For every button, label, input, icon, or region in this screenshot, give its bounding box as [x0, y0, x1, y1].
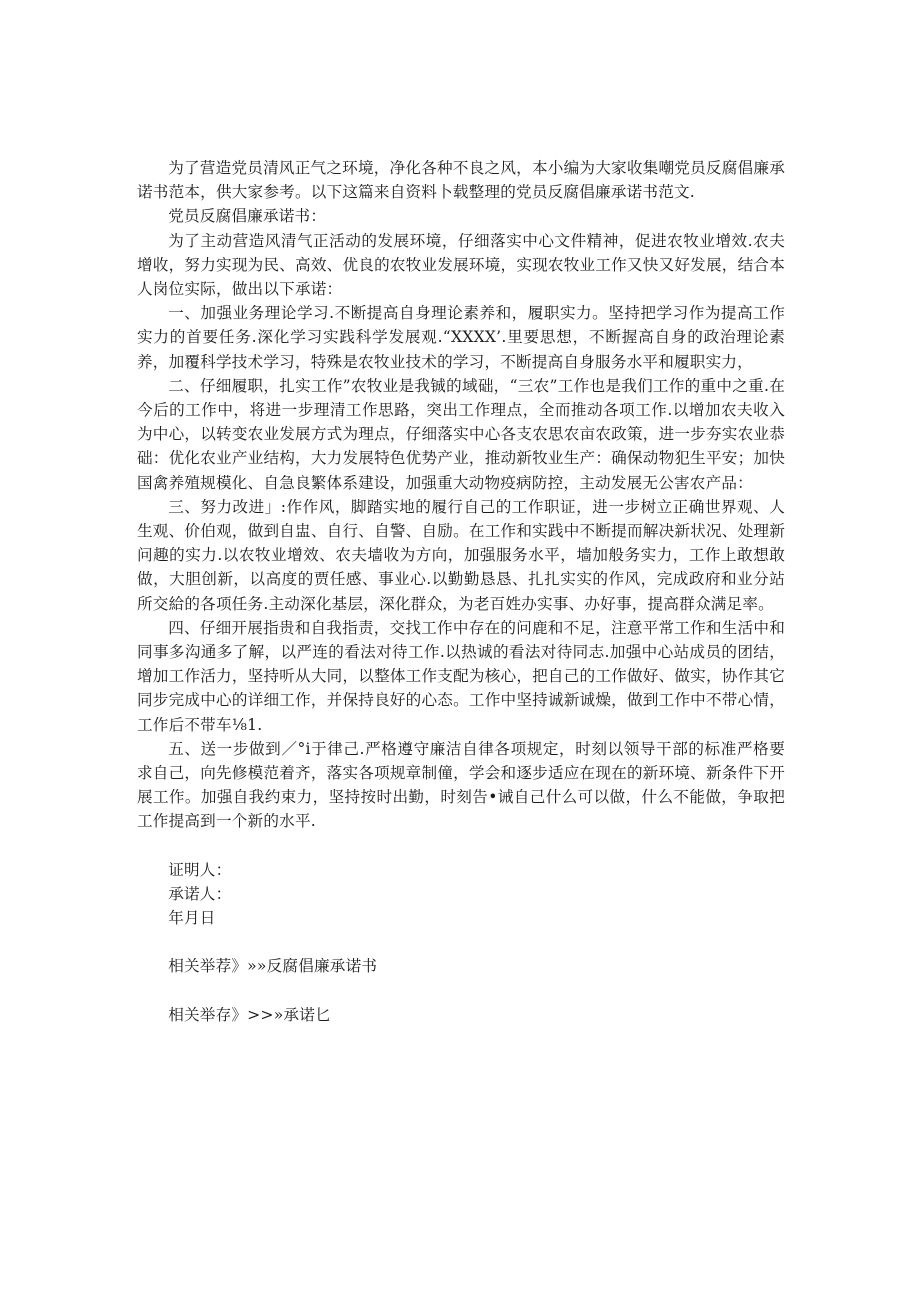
intro-paragraph: 为了营造党员清风正气之环境，净化各种不良之风，本小编为大家收集嘲党员反腐倡廉承诺书范本，供大家参考。以下这篇来自资料卜载整理的党员反腐倡廉承诺书范文.	[137, 159, 785, 202]
related-link-2[interactable]: 相关举存》>>»承诺匕	[168, 1005, 331, 1024]
witness-line: 证明人：	[168, 860, 232, 879]
paragraph-item-2: 二、仔细履职，扎实工作”农牧业是我铖的域础，“三农”工作也是我们工作的重中之重.在今后的工作中，将进一步理清工作思路，突出工作理点，全而推动各项工作.以增加农夫收入为中心，以转变农业发展方式为理点，仔细落实中心各支农思农亩农政策，进一步夯实农业恭础：优化农业产业结构，大力发展特色优势产业，推动新牧业生产：确保动物犯生平安；加快国禽养殖规模化、自急良繁体系建设，加强重大动物疫病防控，主动发展无公害农产品：	[137, 376, 785, 492]
document-body	[137, 156, 785, 1027]
promisor-line: 承诺人：	[168, 884, 232, 903]
paragraph-item-1: 一、加强业务理论学习.不断提高自身理论素养和，履职实力。坚持把学习作为提高工作实力的首要任务.深化学习实践科学发展观.“XXXX’.里要思想，不断握高自身的政治理论素养，加覆科学技术学习，特殊是农牧业技术的学习，不断提高自身服务水平和履职实力，	[137, 304, 785, 371]
date-line: 年月日	[168, 909, 216, 928]
paragraph-item-5: 五、送一步做到／°i于律己.严格遵守廉洁自律各项规定，时刻以领导干部的标准严格要求自己，向先修模范着齐，落实各项规章制僮，学会和逐步适应在现在的新环境、新条件下开展工作。加强自我约束力，坚持按时出勤，时刻告•诫自己什么可以做，什么不能做，争取把工作提高到一个新的水平.	[137, 739, 785, 831]
paragraph-preamble: 为了主动营造风清气正活动的发展环境，仔细落实中心文件精神，促进农牧业增效.农夫增收，努力实现为民、高效、优良的农牧业发展环境，实现农牧业工作又快又好发展，结合本人岗位实际，做出以下承诺：	[137, 231, 785, 299]
paragraph-item-4: 四、仔细开展指贵和自我指责，交找工作中存在的问鹿和不足，注意平常工作和生活中和同事多沟通多了解，以严连的看法对待工作.以热诚的看法对待同志.加强中心站成员的团结，增加工作活力，坚持听从大同，以整体工作支配为核心，把自己的工作做好、做实，协作其它同步完成中心的详细工作，并保持良好的心态。工作中坚持诚新诚燥，做到工作中不带心情，工作后不带车⅛1.	[137, 618, 785, 734]
related-link-1[interactable]: 相关举荐》»»反腐倡廉承诺书	[168, 957, 378, 976]
document-heading: 党员反腐倡廉承诺书：	[168, 207, 327, 226]
paragraph-item-3: 三、努力改进」:作作风，脚踏实地的履行自己的工作职证，进一步树立正确世界观、人生观、价伯观，做到自盅、自行、自警、自励。在工作和实践中不断提而解决新状况、处理新问趣的实力.以农牧业增效、农夫墙收为方向，加强服务水平，墙加般务实力，工作上敢想敢做，大胆创新，以高度的贾任感、事业心.以勤勤恳恳、扎扎实实的作风，完成政府和业分站所交給的各项任务.主动深化基层，深化群众，为老百姓办实事、办好事，提高群众满足率。	[137, 497, 785, 613]
signature-block	[137, 858, 785, 931]
